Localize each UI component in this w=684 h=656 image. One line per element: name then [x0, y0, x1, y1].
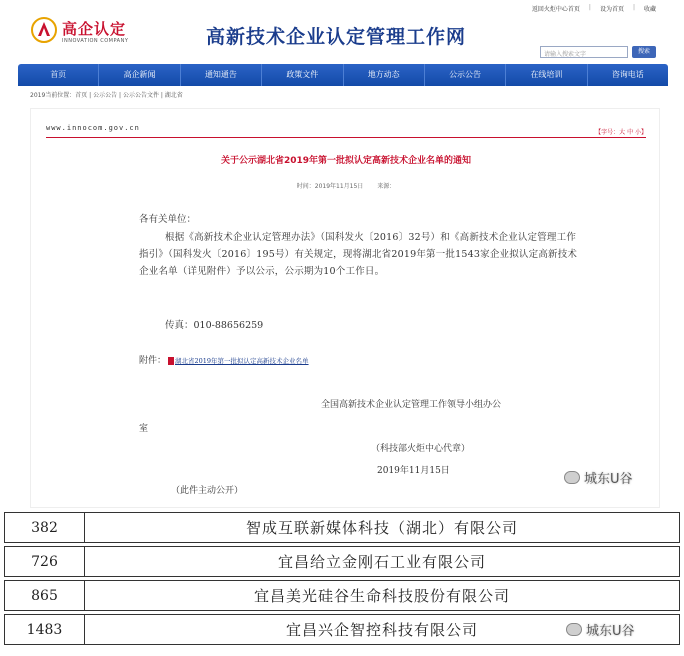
signature-seal: （科技部火炬中心代章） — [371, 444, 471, 454]
top-links — [532, 4, 656, 13]
attachment-link[interactable]: 湖北省2019年第一批拟认定高新技术企业名单 — [175, 357, 309, 365]
search-input[interactable]: 请输入搜索文字 — [540, 46, 628, 58]
wechat-icon — [564, 471, 580, 484]
article-meta — [31, 181, 661, 190]
logo-chinese-text: 高企认定 — [62, 20, 127, 38]
nav-item-notices[interactable]: 通知通告 — [181, 64, 262, 86]
site-header — [0, 0, 684, 64]
article-frame — [30, 108, 660, 508]
watermark-text: 城东U谷 — [584, 472, 633, 487]
watermark — [566, 620, 635, 639]
row-number: 865 — [5, 581, 85, 611]
signature-office: 全国高新技术企业认定管理工作领导小组办公 — [321, 400, 502, 410]
watermark — [564, 468, 633, 487]
row-number: 382 — [5, 513, 85, 543]
search-button[interactable]: 搜索 — [632, 46, 656, 58]
nav-item-news[interactable]: 高企新闻 — [99, 64, 180, 86]
separator: | — [632, 4, 635, 11]
nav-item-home[interactable]: 首页 — [18, 64, 99, 86]
row-number: 1483 — [5, 615, 85, 645]
article-source: 来源： — [377, 183, 396, 190]
domain-label: www.innocom.gov.cn — [46, 124, 140, 132]
attachment-row — [139, 353, 309, 366]
public-note: （此件主动公开） — [171, 486, 244, 496]
row-number: 726 — [5, 547, 85, 577]
article-title: 关于公示湖北省2019年第一批拟认定高新技术企业名单的通知 — [220, 156, 472, 166]
title-divider — [46, 137, 646, 138]
signature-date: 2019年11月15日 — [377, 466, 450, 476]
wechat-icon — [566, 623, 582, 636]
nav-item-announcements[interactable]: 公示公告 — [425, 64, 506, 86]
company-name: 智成互联新媒体科技（湖北）有限公司 — [85, 513, 680, 543]
nav-item-training[interactable]: 在线培训 — [506, 64, 587, 86]
company-name: 宜昌兴企智控科技有限公司 — [85, 615, 680, 645]
site-logo[interactable] — [30, 14, 140, 50]
logo-mark-icon — [30, 16, 58, 44]
company-name: 宜昌给立金刚石工业有限公司 — [85, 547, 680, 577]
attachment-label: 附件： — [139, 356, 167, 366]
breadcrumb[interactable]: 2019当前位置：首页 | 公示公告 | 公示公告文件 | 湖北省 — [30, 92, 183, 99]
fax-text: 传真：010-88656259 — [165, 320, 264, 331]
table-row — [5, 513, 680, 543]
nav-item-policy[interactable]: 政策文件 — [262, 64, 343, 86]
font-size-control[interactable]: 【字号：大 中 小】 — [595, 129, 647, 136]
article-panel — [30, 108, 660, 508]
logo-english-text: INNOVATION COMPANY — [62, 38, 129, 44]
separator: | — [588, 4, 591, 11]
signature-office-cont: 室 — [139, 424, 149, 434]
body-paragraph: 根据《高新技术企业认定管理办法》（国科发火〔2016〕32号）和《高新技术企业认定管理工作指引》（国科发火〔2016〕195号）有关规定，现将湖北省2019年第一批1543家企业拟认定高新技术企业名单（详见附件）予以公示，公示期为10个工作日。 — [139, 232, 578, 277]
company-name: 宜昌美光硅谷生命科技股份有限公司 — [85, 581, 680, 611]
link-bookmark[interactable]: 收藏 — [643, 6, 656, 13]
watermark-text: 城东U谷 — [586, 624, 635, 639]
article-time: 时间：2019年11月15日 — [296, 183, 364, 190]
nav-item-local[interactable]: 地方动态 — [344, 64, 425, 86]
pdf-file-icon — [168, 357, 174, 365]
main-nav — [18, 64, 668, 86]
nav-item-hotline[interactable]: 咨询电话 — [611, 70, 644, 79]
link-set-homepage[interactable]: 设为首页 — [599, 6, 624, 13]
table-row — [5, 581, 680, 611]
greeting-text: 各有关单位： — [139, 214, 197, 225]
site-title: 高新技术企业认定管理工作网 — [206, 26, 467, 48]
table-row — [5, 547, 680, 577]
link-back-home[interactable]: 返回火炬中心首页 — [531, 6, 580, 13]
